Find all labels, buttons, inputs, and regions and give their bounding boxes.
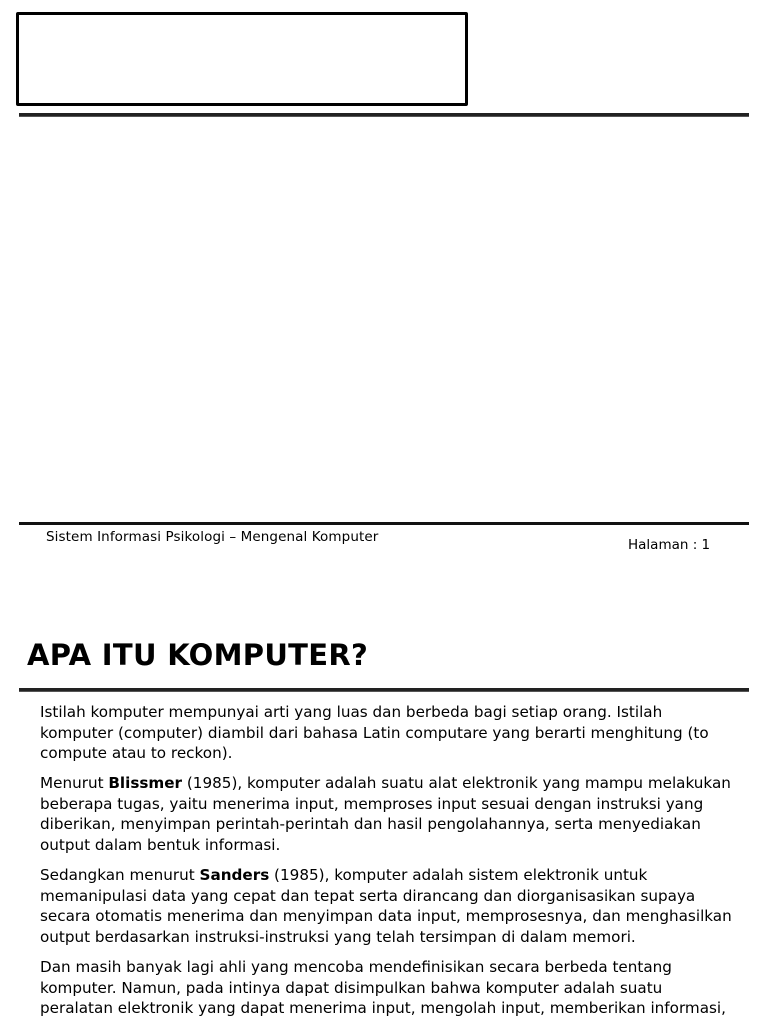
title-box bbox=[16, 12, 468, 106]
author-blissmer: Blissmer bbox=[108, 774, 183, 793]
header-divider bbox=[19, 113, 749, 117]
section-title-divider bbox=[19, 688, 749, 692]
paragraph-definition: Istilah komputer mempunyai arti yang luas dan berbeda bagi setiap orang. Istilah komputer (computer) diambil dari bahasa Latin computare yang berarti menghitung (to compute atau to reckon). bbox=[40, 703, 709, 763]
author-sanders: Sanders bbox=[199, 866, 270, 885]
paragraph-sanders: Sedangkan menurut Sanders (1985), komputer adalah sistem elektronik untuk memanipulasi data yang cepat dan tepat serta dirancang dan diorganisasikan supaya secara otomatis menerima dan menyimpan data input, memprosesnya, dan menghasilkan output berdasarkan instruksi-instruksi yang telah tersimpan di dalam memori. bbox=[40, 866, 732, 946]
section-body bbox=[40, 702, 740, 1028]
section-title: APA ITU KOMPUTER? bbox=[27, 638, 369, 672]
paragraph-conclusion: Dan masih banyak lagi ahli yang mencoba mendefinisikan secara berbeda tentang komputer. Namun, pada intinya dapat disimpulkan bahwa komputer adalah suatu peralatan elektronik yang dapat menerima input, mengolah input, memberikan informasi, bbox=[40, 958, 726, 1018]
footer-document-title: Sistem Informasi Psikologi – Mengenal Komputer bbox=[46, 529, 379, 545]
paragraph-blissmer: Menurut Blissmer (1985), komputer adalah suatu alat elektronik yang mampu melakukan beberapa tugas, yaitu menerima input, memproses input sesuai dengan instruksi yang diberikan, menyimpan perintah-perintah dan hasil pengolahannya, serta menyediakan output dalam bentuk informasi. bbox=[40, 774, 731, 855]
footer-divider bbox=[19, 522, 749, 525]
page-number: Halaman : 1 bbox=[628, 537, 711, 553]
